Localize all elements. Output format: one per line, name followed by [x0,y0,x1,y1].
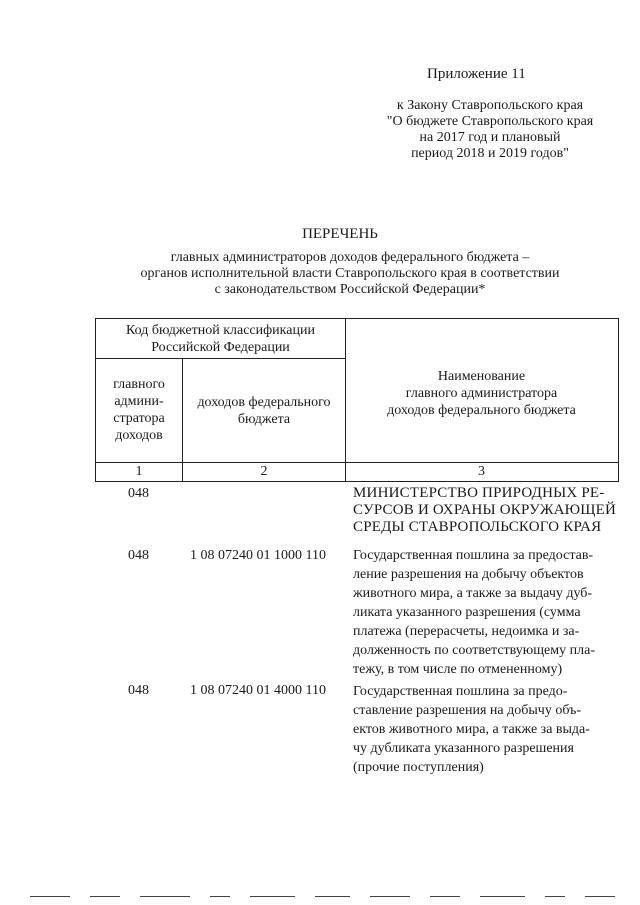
description-line: Государственная пошлина за предо- [353,684,568,699]
description-line: чу дубликата указанного разрешения [353,741,574,756]
scan-dash [90,896,120,897]
scan-dash [430,896,460,897]
header-group-label [96,322,345,356]
row-admin-code: 048 [128,486,149,501]
law-ref-line: к Закону Ставропольского края [396,98,584,113]
col-name-header [346,368,617,419]
description-line: животного мира, а также за выдачу дуб- [353,586,593,601]
list-title: ПЕРЕЧЕНЬ [302,226,378,242]
header-group-line: Российской Федерации [151,340,290,355]
scan-dash [585,896,615,897]
list-subtitle [120,250,580,298]
col-admin-line: админи- [114,394,164,409]
header-group-line: Код бюджетной классификации [126,323,315,338]
scan-dash [480,896,525,897]
col-admin-line: доходов [115,428,163,443]
subtitle-line: с законодательством Российской Федерации* [214,282,486,297]
description-line: долженность по соответствующему пла- [353,643,595,658]
subtitle-line: органов исполнительной власти Ставропольского края в соответствии [140,266,560,281]
description-line: ставление разрешения на добычу объ- [353,703,581,718]
col-admin-header [96,376,182,444]
law-ref-line: на 2017 год и плановый [419,130,561,145]
col-income-line: бюджета [237,412,291,427]
description-line: ектов животного мира, а также за выда- [353,722,590,737]
row-admin-code: 048 [128,683,149,698]
col-admin-line: главного [113,377,165,392]
description-line: (прочие поступления) [353,760,484,775]
scan-dash [545,896,565,897]
ministry-line: СРЕДЫ СТАВРОПОЛЬСКОГО КРАЯ [353,519,602,535]
appendix-title: Приложение 11 [427,66,526,82]
col-admin-line: стратора [113,411,165,426]
col-number-2: 2 [260,464,268,479]
scan-dash [370,896,410,897]
law-reference [370,98,610,162]
col-income-line: доходов федерального [197,395,331,410]
scan-dash [210,896,230,897]
description-line: тежу, в том числе по отмененному) [353,662,563,677]
col-name-line: главного администратора [405,386,558,401]
table-divider [95,358,346,359]
scan-dash [315,896,350,897]
law-ref-line: период 2018 и 2019 годов" [411,146,569,161]
col-number-1: 1 [135,464,143,479]
col-name-line: Наименование [437,369,526,384]
subtitle-line: главных администраторов доходов федерального бюджета – [170,250,530,265]
scan-dash [30,896,70,897]
ministry-name [353,485,623,536]
ministry-line: СУРСОВ И ОХРАНЫ ОКРУЖАЮЩЕЙ [353,502,616,518]
scan-dash [140,896,190,897]
row-income-code: 1 08 07240 01 4000 110 [190,683,326,698]
description-line: ление разрешения на добычу объектов [353,567,584,582]
row-income-code: 1 08 07240 01 1000 110 [190,548,326,563]
col-income-header [183,394,345,428]
law-ref-line: "О бюджете Ставропольского края [386,114,594,129]
row-admin-code: 048 [128,548,149,563]
row-description [353,546,625,679]
col-name-line: доходов федерального бюджета [387,403,576,418]
description-line: платежа (перерасчеты, недоимка и за- [353,624,580,639]
description-line: Государственная пошлина за предостав- [353,548,594,563]
col-number-3: 3 [478,464,485,479]
ministry-line: МИНИСТЕРСТВО ПРИРОДНЫХ РЕ- [353,485,605,501]
scan-dash [250,896,295,897]
description-line: ликата указанного разрешения (сумма [353,605,581,620]
row-description [353,682,625,777]
